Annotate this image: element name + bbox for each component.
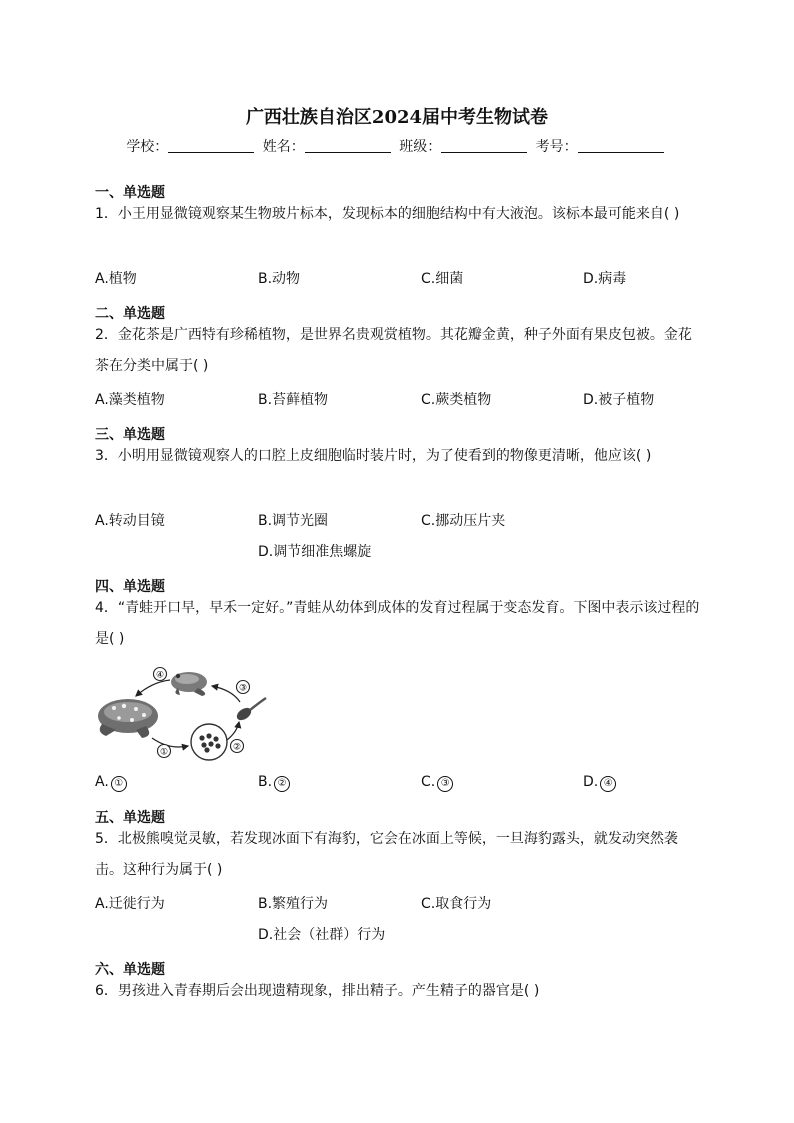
option-d[interactable]: D.被子植物 xyxy=(583,392,655,408)
option-mark: ④ xyxy=(600,776,616,792)
figure-label-1 xyxy=(158,745,171,758)
school-blank[interactable] xyxy=(168,138,254,153)
class-label: 班级： xyxy=(399,139,442,155)
exam-no-blank[interactable] xyxy=(578,138,664,153)
name-blank[interactable] xyxy=(305,138,391,153)
option-c[interactable]: C.挪动压片夹 xyxy=(421,513,506,529)
question-text: 5．北极熊嗅觉灵敏，若发现冰面下有海豹，它会在冰面上等候，一旦海豹露头，就发动突然袭击。这种行为属于( ) xyxy=(95,831,678,878)
svg-text:④: ④ xyxy=(155,670,165,681)
figure-label-2 xyxy=(231,740,244,753)
section-heading: 四、单选题 xyxy=(95,579,165,595)
young-frog-icon xyxy=(171,672,207,696)
figure-label-4 xyxy=(154,668,167,681)
option-a[interactable]: A.植物 xyxy=(95,271,137,287)
section-heading: 三、单选题 xyxy=(95,427,165,443)
student-info-line xyxy=(0,136,794,156)
option-c[interactable]: C.细菌 xyxy=(421,271,464,287)
section-heading: 二、单选题 xyxy=(95,306,165,322)
section-heading: 一、单选题 xyxy=(95,185,165,201)
svg-text:③: ③ xyxy=(238,683,248,694)
option-b[interactable] xyxy=(258,774,290,792)
option-d[interactable]: D.调节细准焦螺旋 xyxy=(258,544,372,560)
option-a[interactable]: A.藻类植物 xyxy=(95,392,165,408)
option-c[interactable] xyxy=(421,774,453,792)
option-d[interactable]: D.病毒 xyxy=(583,271,627,287)
class-blank[interactable] xyxy=(441,138,527,153)
adult-frog-icon xyxy=(98,699,158,738)
option-letter: B. xyxy=(258,774,273,790)
option-b[interactable]: B.繁殖行为 xyxy=(258,896,329,912)
option-letter: D. xyxy=(583,774,599,790)
option-c[interactable]: C.蕨类植物 xyxy=(421,392,492,408)
section-heading: 六、单选题 xyxy=(95,962,165,978)
svg-text:①: ① xyxy=(159,747,169,758)
school-label: 学校： xyxy=(126,139,169,155)
name-label: 姓名： xyxy=(262,139,305,155)
option-mark: ① xyxy=(111,776,127,792)
option-mark: ② xyxy=(274,776,290,792)
option-a[interactable] xyxy=(95,774,127,792)
option-letter: A. xyxy=(95,774,109,790)
option-b[interactable]: B.动物 xyxy=(258,271,301,287)
option-a[interactable]: A.转动目镜 xyxy=(95,513,165,529)
option-c[interactable]: C.取食行为 xyxy=(421,896,492,912)
exam-no-label: 考号： xyxy=(535,139,578,155)
question-text: 3．小明用显微镜观察人的口腔上皮细胞临时装片时，为了使看到的物像更清晰，他应该( ) xyxy=(95,448,652,464)
question-text: 4．“青蛙开口早，早禾一定好。”青蛙从幼体到成体的发育过程属于变态发育。下图中表示该过程的是( ) xyxy=(95,600,700,647)
option-b[interactable]: B.调节光圈 xyxy=(258,513,329,529)
question-text: 6．男孩进入青春期后会出现遗精现象，排出精子。产生精子的器官是( ) xyxy=(95,983,540,999)
page-title: 广西壮族自治区2024届中考生物试卷 xyxy=(245,107,549,128)
option-mark: ③ xyxy=(437,776,453,792)
svg-text:②: ② xyxy=(232,742,242,753)
option-b[interactable]: B.苔藓植物 xyxy=(258,392,329,408)
egg-mass-icon xyxy=(191,724,227,760)
option-a[interactable]: A.迁徙行为 xyxy=(95,896,165,912)
section-heading: 五、单选题 xyxy=(95,810,165,826)
option-d[interactable] xyxy=(583,774,616,792)
option-d[interactable]: D.社会（社群）行为 xyxy=(258,927,386,943)
frog-life-cycle-figure xyxy=(94,660,274,764)
option-letter: C. xyxy=(421,774,436,790)
figure-label-3 xyxy=(237,681,250,694)
question-text: 2．金花茶是广西特有珍稀植物，是世界名贵观赏植物。其花瓣金黄，种子外面有果皮包被。金花茶在分类中属于( ) xyxy=(95,327,692,374)
question-text: 1．小王用显微镜观察某生物玻片标本，发现标本的细胞结构中有大液泡。该标本最可能来自( ) xyxy=(95,206,680,222)
